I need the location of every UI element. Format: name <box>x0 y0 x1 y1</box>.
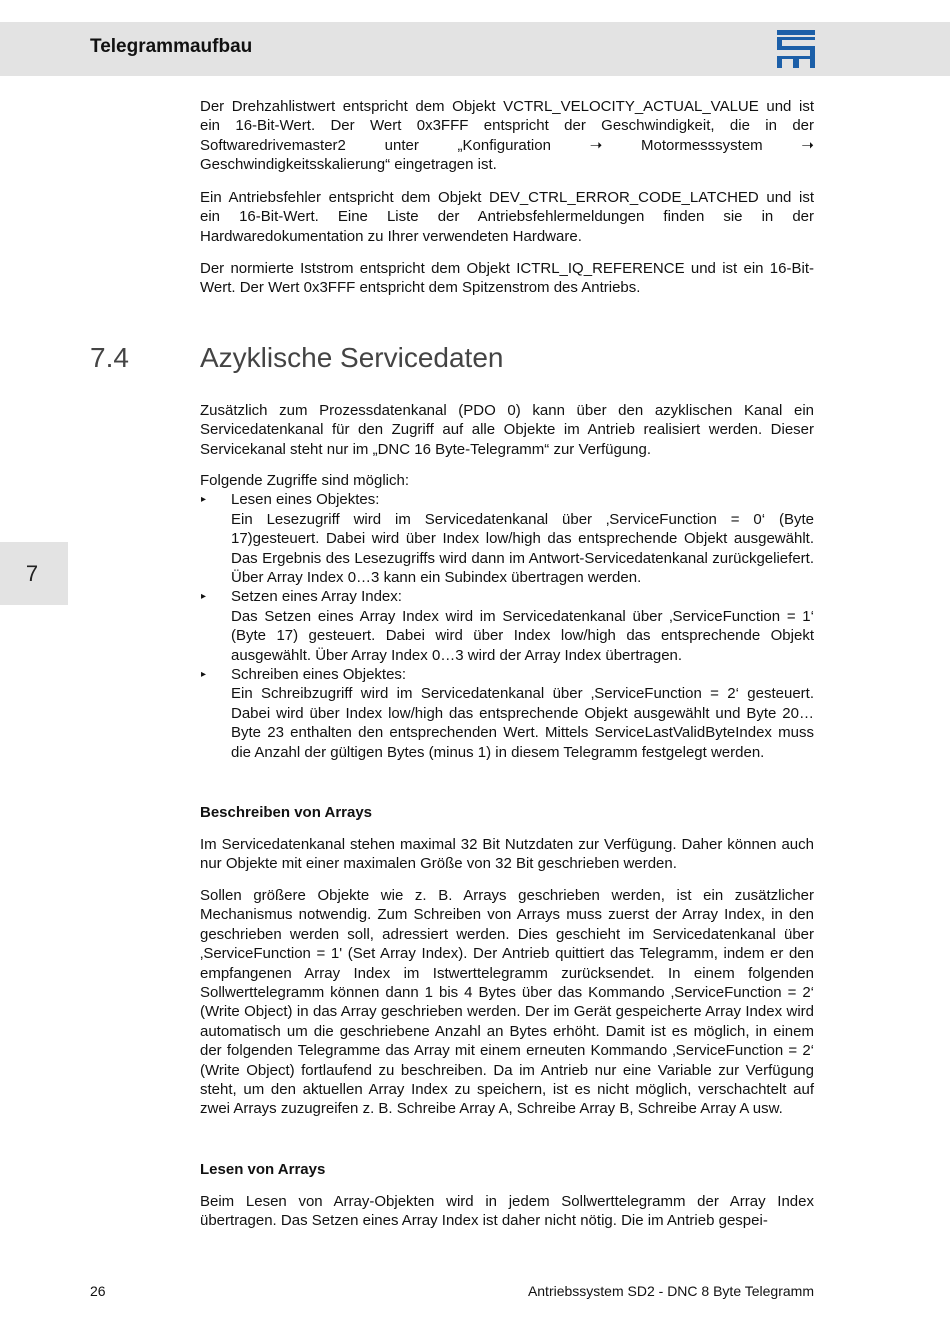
arrays-write-heading: Beschreiben von Arrays <box>200 804 373 821</box>
list-item-title: Setzen eines Array Index: <box>231 588 402 606</box>
list-item-body: Ein Lesezugriff wird im Servicedatenkanal über ‚ServiceFunction = 0‘ (Byte 17)gesteuert. Dabei wird über Index low/high das entsprechende Objekt ausgewählt. Das Ergebnis des Lesezugriffs wird dann im Antwort-Servicedatenkanal zurückgeliefert. Über Array Index 0…3 kann ein Subindex übertragen werden. <box>231 510 814 587</box>
section-paragraph: Zusätzlich zum Prozessdatenkanal (PDO 0) kann über den azyklischen Kanal ein Servicedatenkanal für den Zugriff auf alle Objekte im Antrieb realisiert werden. Dieser Servicekanal steht nur im „DNC 16 Byte-Telegramm“ zur Verfügung. <box>200 402 814 458</box>
page-number: 26 <box>90 1283 106 1299</box>
bullet-icon: ▸ <box>201 494 207 506</box>
company-logo-icon <box>777 30 815 68</box>
list-item-body: Das Setzen eines Array Index wird im Servicedatenkanal über ‚ServiceFunction = 1‘ (Byte 17) gesteuert. Dabei wird über Index low/high das entsprechende Objekt ausgewählt. Über Array Index 0…3 wird der Array Index übertragen. <box>231 607 814 664</box>
arrays-write-p1-block <box>200 835 814 874</box>
arrays-write-paragraph-2: Sollen größere Objekte wie z. B. Arrays geschrieben werden, ist ein zusätzlicher Mechanismus notwendig. Zum Schreiben von Arrays muss zuerst der Array Index, in den geschrieben werden soll, adressiert werden. Dies geschieht im Servicedatenkanal über ‚ServiceFunction = 1' (Set Array Index). Der Antrieb quittiert das Telegramm, indem er den empfangenen Array Index im Istwerttelegramm zurücksendet. In einem folgenden Sollwerttelegramm können dann 1 bis 4 Bytes über das Kommando ‚ServiceFunction = 2‘ (Write Object) in das Array geschrieben werden. Der im Gerät gespeicherte Array Index wird automatisch um die geschriebene Anzahl an Bytes erhöht. Damit ist es möglich, in einem der folgenden Telegramme das Array mit einem erneuten Kommando ‚ServiceFunction = 2‘ (Write Object) fortlaufend zu beschreiben. Da im Antrieb nur eine Variable zur Verfügung steht, um den aktuellen Array Index zu speichern, ist es nicht möglich, verschachtelt auf zwei Arrays zuzugreifen z. B. Schreibe Array A, Schreibe Array B, Schreibe Array A usw. <box>200 887 814 1118</box>
footer-document-title: Antriebssystem SD2 - DNC 8 Byte Telegramm <box>527 1283 814 1299</box>
intro-paragraph-3: Der normierte Iststrom entspricht dem Objekt ICTRL_IQ_REFERENCE und ist ein 16-Bit-Wert. Der Wert 0x3FFF entspricht dem Spitzenstrom des Antriebs. <box>200 260 814 297</box>
arrays-write-paragraph-1: Im Servicedatenkanal stehen maximal 32 Bit Nutzdaten zur Verfügung. Daher können auch nur Objekte mit einer maximalen Größe von 32 Bit geschrieben werden. <box>200 836 814 873</box>
intro-paragraph-1-block <box>200 97 814 175</box>
list-item <box>200 665 814 762</box>
section-title: Azyklische Servicedaten <box>200 342 504 373</box>
list-item-title: Lesen eines Objektes: <box>231 491 380 509</box>
list-item-body: Ein Schreibzugriff wird im Servicedatenkanal über ‚ServiceFunction = 2‘ gesteuert. Dabei wird über Index low/high das entsprechende Objekt ausgewählt und Byte 20…Byte 23 enthalten den entsprechenden Wert. Mittels ServiceLastValidByteIndex muss die Anzahl der gültigen Bytes (minus 1) in diesem Telegramm festgelegt werden. <box>231 685 814 761</box>
list-item <box>200 587 814 665</box>
intro-paragraph-3-block <box>200 259 814 298</box>
intro-paragraph-2-block <box>200 188 814 246</box>
bullet-icon: ▸ <box>201 669 207 681</box>
arrays-read-p1-block <box>200 1192 814 1231</box>
arrays-read-heading: Lesen von Arrays <box>200 1161 326 1178</box>
arrays-read-paragraph-1: Beim Lesen von Array-Objekten wird in jedem Sollwerttelegramm der Array Index übertragen. Das Setzen eines Array Index ist daher nicht nötig. Die im Antrieb gespei- <box>200 1193 814 1230</box>
list-item-title: Schreiben eines Objektes: <box>231 666 407 684</box>
chapter-tab: 7 <box>0 542 68 605</box>
section-number: 7.4 <box>90 342 129 373</box>
section-paragraph-block <box>200 401 814 459</box>
page-header-title: Telegrammaufbau <box>90 36 253 57</box>
access-list <box>200 471 814 762</box>
intro-paragraph-2: Ein Antriebsfehler entspricht dem Objekt DEV_CTRL_ERROR_CODE_LATCHED und ist ein 16-Bit-Wert. Eine Liste der Antriebsfehlermeldungen finden sie in der Hardwaredokumentation zu Ihrer verwendeten Hardware. <box>200 189 814 245</box>
bullet-icon: ▸ <box>201 591 207 603</box>
arrays-write-p2-block <box>200 886 814 1119</box>
intro-paragraph-1: Der Drehzahlistwert entspricht dem Objekt VCTRL_VELOCITY_ACTUAL_VALUE und ist ein 16-Bit-Wert. Der Wert 0x3FFF entspricht der Geschwindigkeit, die in der Softwaredrivemaster2 unter „Konfiguration ➝ Motormesssystem ➝ Geschwindigkeitsskalierung“ eingetragen ist. <box>200 98 814 174</box>
access-list-intro: Folgende Zugriffe sind möglich: <box>200 472 410 489</box>
list-item <box>200 490 814 587</box>
